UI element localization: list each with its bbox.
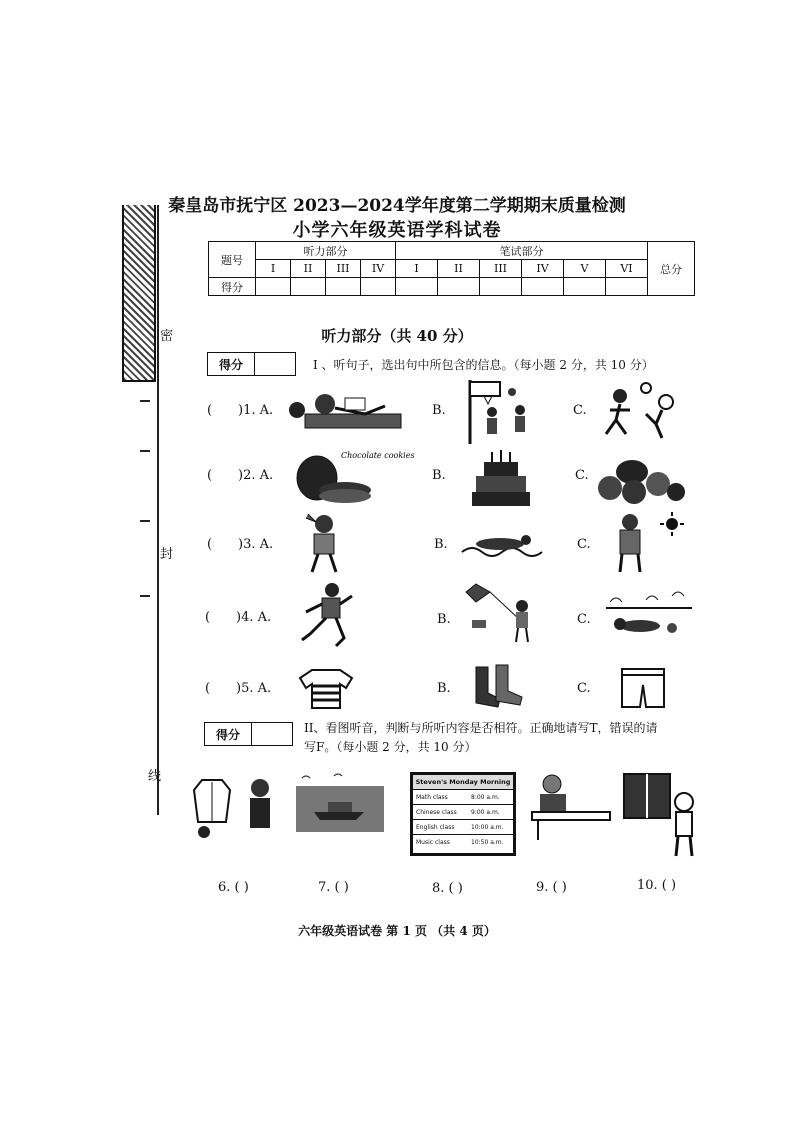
binding-tick — [140, 450, 150, 452]
q1-c: C. — [573, 403, 587, 418]
score-col: II — [438, 260, 480, 278]
q3-c: C. — [577, 537, 591, 552]
score-cell[interactable] — [361, 278, 396, 296]
q1-b: B. — [432, 403, 446, 418]
seal-char-xian: 线 — [148, 769, 162, 784]
q4-label[interactable]: )4. A. — [236, 610, 272, 625]
q5-open: ( — [205, 681, 211, 696]
q3-label[interactable]: )3. A. — [238, 537, 274, 552]
score-col: IV — [522, 260, 564, 278]
cookies-label: Chocolate cookies — [341, 451, 415, 460]
q1-open: ( — [207, 403, 213, 418]
boy-fan-picture — [300, 512, 348, 574]
girl-sun-picture — [612, 512, 692, 576]
answer-10[interactable]: 10. ( ) — [637, 878, 677, 893]
q5-c: C. — [577, 681, 591, 696]
score-cell[interactable] — [396, 278, 438, 296]
score-col: V — [564, 260, 606, 278]
q3-b: B. — [434, 537, 448, 552]
shirt-boy-picture — [192, 776, 284, 840]
score-cell[interactable] — [256, 278, 291, 296]
part2-instruction-line2: 写F。（每小题 2 分，共 10 分） — [304, 740, 477, 754]
q1-label[interactable]: )1. A. — [238, 403, 274, 418]
score-table — [208, 241, 695, 296]
t-shirt-picture — [298, 668, 354, 710]
score-cell[interactable] — [522, 278, 564, 296]
girl-writing-picture — [530, 770, 612, 842]
schedule-subject: Math class — [416, 793, 448, 801]
part1-score-label: 得分 — [208, 353, 255, 375]
exam-subtitle: 小学六年级英语学科试卷 — [292, 220, 502, 241]
part1-instruction: I 、听句子，选出句中所包含的信息。（每小题 2 分，共 10 分） — [313, 358, 654, 372]
q4-b: B. — [437, 612, 451, 627]
part1-score-blank[interactable] — [255, 353, 295, 375]
schedule-time: 8:00 a.m. — [471, 793, 500, 801]
cake-picture — [470, 448, 532, 510]
swimming-picture — [460, 530, 550, 560]
score-cell[interactable] — [291, 278, 326, 296]
score-cell[interactable] — [480, 278, 522, 296]
football-picture — [600, 380, 690, 440]
schedule-time: 10:00 a.m. — [471, 823, 504, 831]
shorts-picture — [620, 667, 666, 711]
seal-char-mi: 密 — [160, 329, 174, 344]
q2-c: C. — [575, 468, 589, 483]
kite-picture — [462, 580, 536, 644]
fruits-picture — [592, 454, 690, 504]
q2-label[interactable]: )2. A. — [238, 468, 274, 483]
seal-char-feng: 封 — [160, 547, 174, 562]
score-cell[interactable] — [564, 278, 606, 296]
part2-score-blank[interactable] — [252, 723, 292, 745]
ship-picture — [294, 772, 386, 834]
schedule-board — [410, 772, 516, 856]
window-boy-picture — [622, 772, 698, 860]
score-col: I — [396, 260, 438, 278]
exam-title: 秦皇岛市抚宁区 2023—2024学年度第二学期期末质量检测 — [168, 196, 626, 216]
q2-b: B. — [432, 468, 446, 483]
binding-tick — [140, 595, 150, 597]
part2-score-label: 得分 — [205, 723, 252, 745]
score-table-listening: 听力部分 — [256, 242, 396, 260]
q4-c: C. — [577, 612, 591, 627]
answer-7[interactable]: 7. ( ) — [318, 880, 349, 895]
answer-9[interactable]: 9. ( ) — [536, 880, 567, 895]
q3-open: ( — [207, 537, 213, 552]
schedule-subject: English class — [416, 823, 455, 831]
score-col: VI — [606, 260, 648, 278]
q4-open: ( — [205, 610, 211, 625]
binding-tick — [140, 520, 150, 522]
socks-picture — [470, 663, 526, 711]
binding-tick — [140, 400, 150, 402]
part1-score-box — [207, 352, 296, 376]
score-cell[interactable] — [438, 278, 480, 296]
score-col: III — [480, 260, 522, 278]
q5-b: B. — [437, 681, 451, 696]
part2-instruction-line1: II、看图听音，判断与所听内容是否相符。正确地请写T，错误的请 — [304, 721, 658, 735]
running-boy-picture — [296, 582, 356, 648]
score-col: II — [291, 260, 326, 278]
listening-section-title: 听力部分（共 40 分） — [321, 327, 473, 345]
schedule-subject: Music class — [416, 838, 450, 846]
basketball-picture — [462, 378, 537, 446]
schedule-time: 9:00 a.m. — [471, 808, 500, 816]
q2-open: ( — [207, 468, 213, 483]
schedule-subject: Chinese class — [416, 808, 457, 816]
schedule-title: Steven's Monday Morning — [413, 775, 513, 790]
part2-instruction — [304, 719, 704, 757]
score-table-defen: 得分 — [209, 278, 256, 296]
picnic-picture — [606, 584, 692, 640]
score-cell[interactable] — [606, 278, 648, 296]
boy-reading-picture — [285, 390, 405, 442]
score-col: III — [326, 260, 361, 278]
score-col: I — [256, 260, 291, 278]
q5-label[interactable]: )5. A. — [236, 681, 272, 696]
score-cell[interactable] — [326, 278, 361, 296]
score-table-total: 总分 — [648, 242, 695, 296]
schedule-time: 10:50 a.m. — [471, 838, 504, 846]
page-footer: 六年级英语试卷 第 1 页 （共 4 页） — [298, 924, 496, 938]
answer-8[interactable]: 8. ( ) — [432, 881, 463, 896]
score-col: IV — [361, 260, 396, 278]
part2-score-box — [204, 722, 293, 746]
answer-6[interactable]: 6. ( ) — [218, 880, 249, 895]
binding-line — [157, 205, 159, 815]
cookies-picture — [295, 448, 415, 504]
score-table-tihao: 题号 — [209, 242, 256, 278]
score-table-writing: 笔试部分 — [396, 242, 648, 260]
